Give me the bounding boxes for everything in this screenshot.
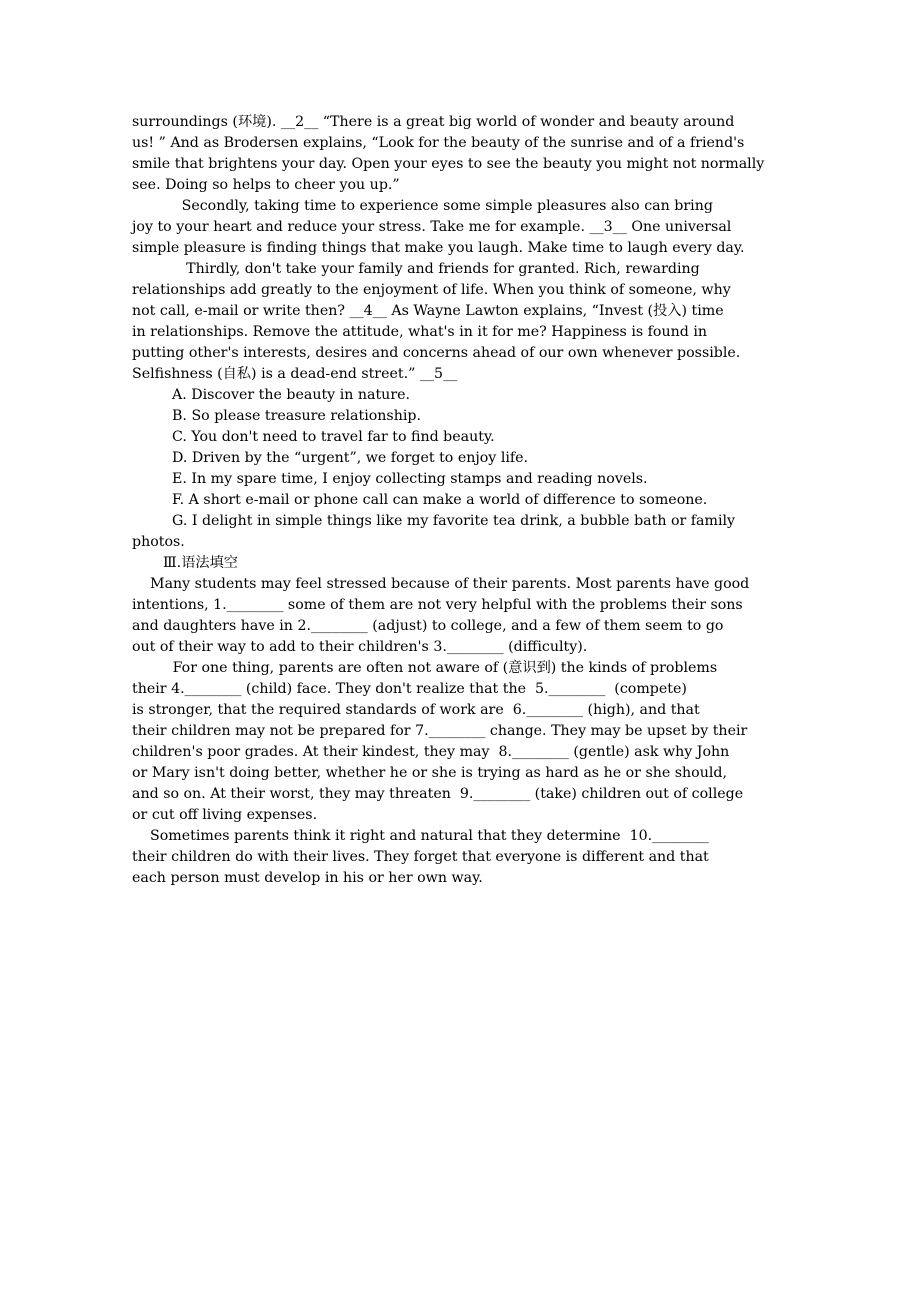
reading-line: smile that brightens your day. Open your eyes to see the beauty you might not normally	[132, 156, 765, 172]
reading-line: surroundings (环境). __2__ “There is a great big world of wonder and beauty around	[132, 114, 735, 130]
grammar-line: Sometimes parents think it right and natural that they determine 10.________	[132, 828, 709, 844]
reading-line: not call, e-mail or write then? __4__ As Wayne Lawton explains, “Invest (投入) time	[132, 303, 724, 319]
reading-line: putting other's interests, desires and concerns ahead of our own whenever possible.	[132, 345, 741, 361]
reading-line: Secondly, taking time to experience some simple pleasures also can bring	[132, 198, 713, 214]
grammar-line: or Mary isn't doing better, whether he or she is trying as hard as he or she should,	[132, 765, 727, 781]
grammar-line: their children may not be prepared for 7.________ change. They may be upset by their	[132, 723, 748, 739]
option-g-continuation: photos.	[132, 534, 185, 550]
option-e: E. In my spare time, I enjoy collecting stamps and reading novels.	[172, 471, 648, 487]
reading-line: joy to your heart and reduce your stress. Take me for example. __3__ One universal	[132, 219, 732, 235]
reading-line: in relationships. Remove the attitude, what's in it for me? Happiness is found in	[132, 324, 708, 340]
option-d: D. Driven by the “urgent”, we forget to enjoy life.	[172, 450, 529, 466]
grammar-line: and daughters have in 2.________ (adjust) to college, and a few of them seem to go	[132, 618, 724, 634]
grammar-line: out of their way to add to their children's 3.________ (difficulty).	[132, 639, 588, 655]
grammar-line: children's poor grades. At their kindest, they may 8.________ (gentle) ask why John	[132, 744, 730, 760]
reading-line: relationships add greatly to the enjoyment of life. When you think of someone, why	[132, 282, 731, 298]
grammar-line: each person must develop in his or her own way.	[132, 870, 483, 886]
grammar-line: intentions, 1.________ some of them are not very helpful with the problems their sons	[132, 597, 743, 613]
grammar-line: their children do with their lives. They forget that everyone is different and that	[132, 849, 709, 865]
reading-line: simple pleasure is finding things that make you laugh. Make time to laugh every day.	[132, 240, 745, 256]
grammar-line: their 4.________ (child) face. They don't realize that the 5.________ (compete)	[132, 681, 687, 697]
option-f: F. A short e-mail or phone call can make a world of difference to someone.	[172, 492, 708, 508]
option-c: C. You don't need to travel far to find beauty.	[172, 429, 495, 445]
reading-line: us! ” And as Brodersen explains, “Look for the beauty of the sunrise and of a friend's	[132, 135, 745, 151]
grammar-line: and so on. At their worst, they may threaten 9.________ (take) children out of college	[132, 786, 744, 802]
option-a: A. Discover the beauty in nature.	[172, 387, 411, 403]
grammar-line: For one thing, parents are often not aware of (意识到) the kinds of problems	[132, 660, 718, 676]
section-title: Ⅲ.语法填空	[163, 555, 238, 571]
reading-line: Thirdly, don't take your family and friends for granted. Rich, rewarding	[132, 261, 700, 277]
grammar-line: or cut off living expenses.	[132, 807, 318, 823]
reading-line: Selfishness (自私) is a dead-end street.” __5__	[132, 366, 458, 382]
option-b: B. So please treasure relationship.	[172, 408, 421, 424]
grammar-line: Many students may feel stressed because of their parents. Most parents have good	[132, 576, 750, 592]
option-g: G. I delight in simple things like my favorite tea drink, a bubble bath or family	[172, 513, 736, 529]
reading-line: see. Doing so helps to cheer you up.”	[132, 177, 400, 193]
grammar-line: is stronger, that the required standards of work are 6.________ (high), and that	[132, 702, 700, 718]
